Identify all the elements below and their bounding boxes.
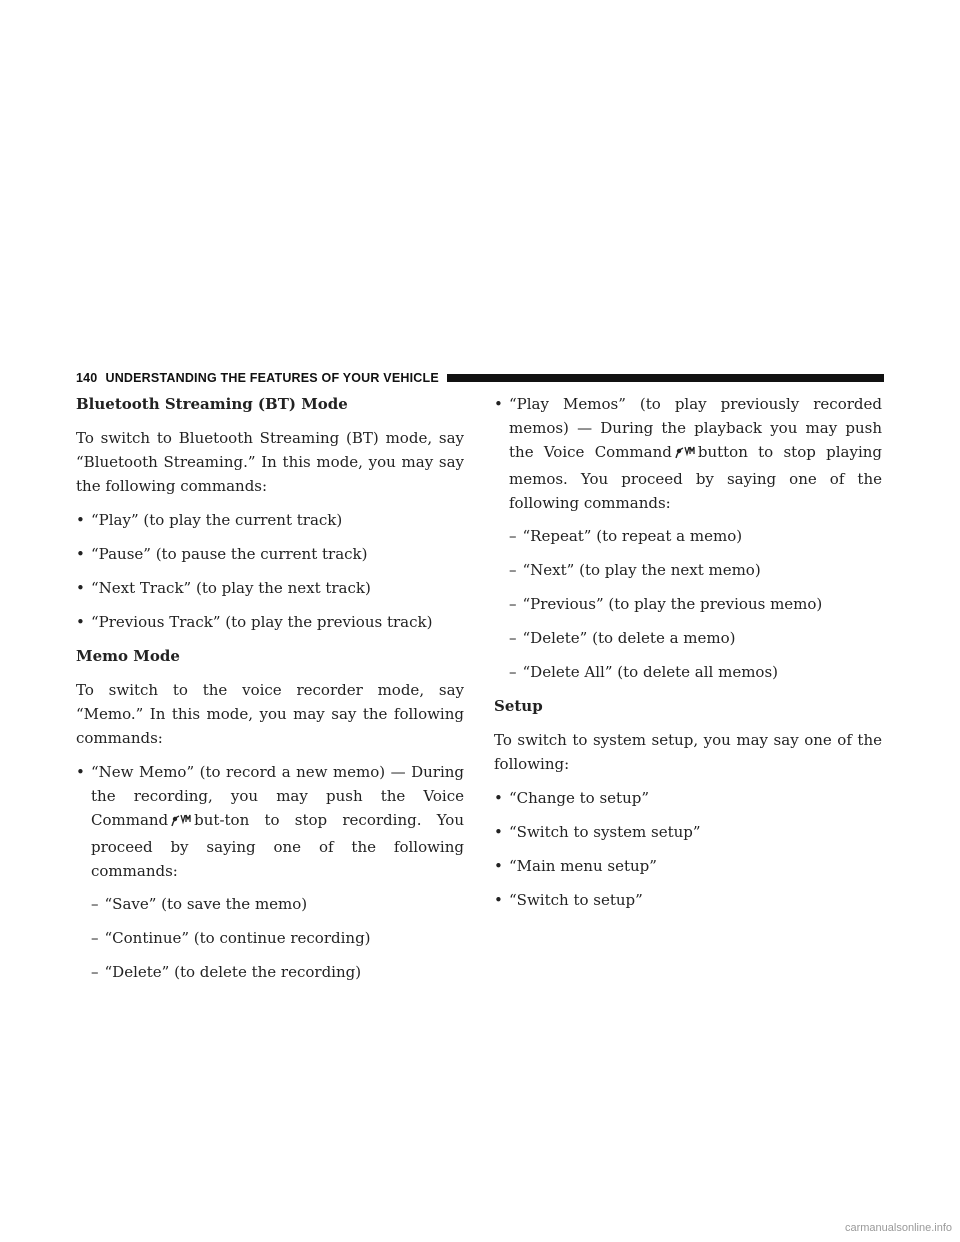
setup-heading: Setup bbox=[494, 697, 543, 715]
sub-command-save: – “Save” (to save the memo) bbox=[91, 895, 308, 913]
play-memos-sublist bbox=[509, 524, 882, 684]
sub-command-delete-all: – “Delete All” (to delete all memos) bbox=[509, 663, 778, 681]
voice-command-icon bbox=[674, 443, 696, 467]
memo-mode-intro: To switch to the voice recorder mode, say “Memo.” In this mode, you may say the following commands: bbox=[76, 681, 464, 747]
sub-command-repeat: – “Repeat” (to repeat a memo) bbox=[509, 527, 743, 545]
header-rule bbox=[447, 374, 884, 382]
memo-command-new-memo: • “New Memo” (to record a new memo) — During the recording, you may push the Voice Command but-ton to stop recording. You proceed by saying one of the following commands: – “Save” (to save the memo) – “Continue” (to continue recording) – “Delete” (to delete the recording) bbox=[76, 760, 464, 984]
setup-command-switch-to-system-setup: • “Switch to system setup” bbox=[494, 823, 701, 841]
setup-command-main-menu-setup: • “Main menu setup” bbox=[494, 857, 657, 875]
sub-command-previous: – “Previous” (to play the previous memo) bbox=[509, 595, 823, 613]
right-column bbox=[494, 392, 882, 922]
memo-command-play-memos: • “Play Memos” (to play previously recorded memos) — During the playback you may push the Voice Command button to stop playing memos. You proceed by saying one of the following commands: – “Repeat” (to repeat a memo) – “Next” (to play the next memo) – “Previous” (to play the previous memo) – “Delete” (to delete a memo) – “Delete All” (to delete all memos) bbox=[494, 392, 882, 684]
setup-command-change-to-setup: • “Change to setup” bbox=[494, 789, 650, 807]
setup-intro: To switch to system setup, you may say one of the following: bbox=[494, 731, 882, 773]
setup-command-switch-to-setup: • “Switch to setup” bbox=[494, 891, 643, 909]
bt-command-play: • “Play” (to play the current track) bbox=[76, 511, 343, 529]
bt-command-previous-track: • “Previous Track” (to play the previous track) bbox=[76, 613, 433, 631]
new-memo-sublist bbox=[91, 892, 464, 984]
sub-command-delete: – “Delete” (to delete a memo) bbox=[509, 629, 736, 647]
sub-command-continue: – “Continue” (to continue recording) bbox=[91, 929, 371, 947]
voice-command-icon bbox=[170, 811, 192, 835]
watermark: carmanualsonline.info bbox=[844, 1222, 952, 1234]
sub-command-next: – “Next” (to play the next memo) bbox=[509, 561, 761, 579]
bt-command-pause: • “Pause” (to pause the current track) bbox=[76, 545, 368, 563]
section-title: UNDERSTANDING THE FEATURES OF YOUR VEHICLE bbox=[105, 371, 439, 385]
left-column bbox=[76, 392, 464, 994]
sub-command-delete-recording: – “Delete” (to delete the recording) bbox=[91, 963, 362, 981]
bt-mode-heading: Bluetooth Streaming (BT) Mode bbox=[76, 395, 348, 413]
page-number: 140 bbox=[76, 371, 98, 385]
bt-command-next-track: • “Next Track” (to play the next track) bbox=[76, 579, 371, 597]
bt-mode-intro: To switch to Bluetooth Streaming (BT) mode, say “Bluetooth Streaming.” In this mode, you may say the following commands: bbox=[76, 429, 464, 495]
page-header bbox=[76, 370, 884, 386]
memo-mode-heading: Memo Mode bbox=[76, 647, 180, 665]
